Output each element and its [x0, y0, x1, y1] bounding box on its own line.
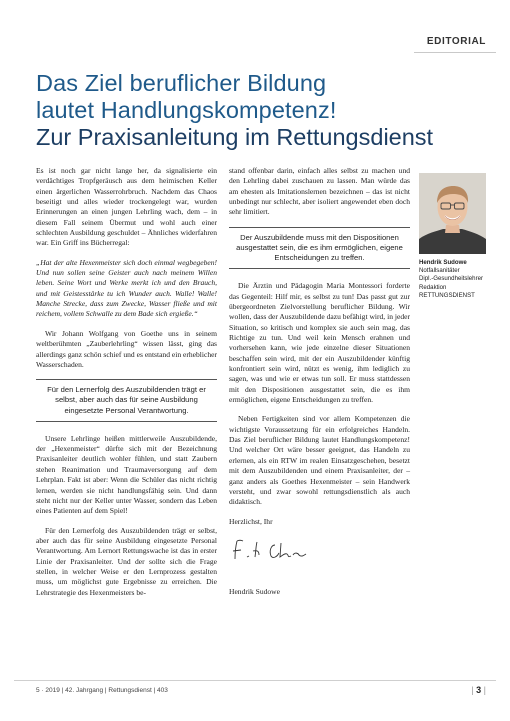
goethe-quote: „Hat der alte Hexenmeister sich doch einmal wegbegeben! Und nun sollen seine Geister auch nach meinem Willen leben. Seine Wort und Werke merkt ich und den Brauch, und mit Geistesstärke tu ich Wunder auch. Walle! Walle! Manche Strecke, dass zum Zwecke, Wasser fließe und mit reichem, vollem Schwalle zu dem Bade sich ergieße.“: [36, 257, 217, 319]
pull-quote: Der Auszubildende muss mit den Dispositionen ausgestattet sein, die es ihm ermöglichen, eigene Entscheidungen zu treffen.: [229, 227, 410, 270]
headline: [36, 70, 486, 151]
paragraph: Es ist noch gar nicht lange her, da signalisierte ein verdächtiges Tropfgeräusch aus dem heimischen Keller einen ärgerlichen Wasserrohrbruch. Nachdem das Chaos beseitigt und alles wieder trockengelegt war, wurden Erinnerungen an einen jungen Lehrling wach, dem – in diesem Fall seinem Übermut und wohl auch einer schlechten Ausbildung geschuldet – Ähnliches widerfahren war. Ein Griff ins Bücherregal:: [36, 166, 217, 248]
paragraph: Für den Lernerfolg des Auszubildenden trägt er selbst, aber auch das für seine Ausbildung eingesetzte Personal Verantwortung. Am Lernort Rettungswache ist das in erster Linie der Praxisanleiter. Und der sollte sich die Frage stellen, in welcher Weise er den Lernprozess gestalten muss, um möglichst gute Ergebnisse zu erreichen. Die Lehrstrategie des Hexenmeisters be-: [36, 525, 217, 597]
author-photo: [419, 173, 486, 254]
author-role: Redaktion: [419, 283, 447, 291]
author-caption: [419, 259, 504, 300]
column-right: [229, 166, 410, 606]
footer-divider: [14, 680, 496, 681]
headline-subtitle: Zur Praxisanleitung im Rettungsdienst: [36, 124, 434, 150]
paragraph: Neben Fertigkeiten sind vor allem Kompetenzen die wichtigste Voraussetzung für ein erfolgreiches Handeln. Das Ziel beruflicher Bildung lautet Handlungskompetenz! Und welcher Ort wäre besser geeignet, das Handeln zu erlernen, als ein RTW im realen Einsatzgeschehen, besetzt mit dem Auszubildenden und einem Praxisanleiter, der – ganz anders als Goethes Hexenmeister – sein Handwerk versteht, und zwar sowohl rettungsdienstlich als auch didaktisch.: [229, 414, 410, 507]
headline-line-2: lautet Handlungskompetenz!: [36, 97, 337, 123]
author-role: RETTUNGSDIENST: [419, 291, 475, 299]
paragraph: Unsere Lehrlinge heißen mittlerweile Auszubildende, der „Hexenmeister“ dürfte sich mit der Bezeichnung Praxisanleiter deutlich wohler fühlen, und statt Zaubern stehen Reanimation und Traumaversorgung auf dem Lehrplan. Fakt ist aber: Wenn die Schüler das nicht richtig lernen, werden sie nicht handlungsfähig sein. Und dann steht nicht nur der Keller unter Wasser, sondern das Leben eines Patienten auf dem Spiel!: [36, 433, 217, 516]
section-label: EDITORIAL: [426, 36, 486, 47]
headline-line-1: Das Ziel beruflicher Bildung: [36, 70, 327, 96]
page-number-box: | 3 |: [471, 685, 486, 695]
column-left: [36, 166, 217, 607]
paragraph: Wir Johann Wolfgang von Goethe uns in seinem weltberühmten „Zauberlehrling“ wissen lässt, ging das allerdings ganz schön schief und es entstand ein erheblicher Wasserschaden.: [36, 328, 217, 369]
signature-name: Hendrik Sudowe: [229, 586, 280, 596]
page-number: 3: [476, 685, 482, 695]
author-role: Notfallsanitäter: [419, 267, 460, 275]
handwritten-signature: [231, 537, 410, 565]
paragraph: Die Ärztin und Pädagogin Maria Montessori forderte das Gegenteil: Hilf mir, es selbst zu tun! Das passt gut zur übergeordneten Zielvorstellung beruflicher Bildung. Wir wollen, dass der Auszubildende dazu befähigt wird, in jeder Situation, so kritisch und komplex sie auch sein mag, das Richtige zu tun. Und weil kein Mensch erahnen und vorhersehen kann, wie jede einzelne dieser Situationen beschaffen sein wird, mit der ein Auszubildender künftig konfrontiert sein wird, nützt es wenig, ihm lediglich zu sagen, was und wie er etwas tun soll. Er muss stattdessen mit den Dispositionen ausgestattet sein, die es ihm ermöglichen, eigene Entscheidungen zu treffen.: [229, 281, 410, 405]
closing-greeting: Herzlichst, Ihr: [229, 516, 273, 526]
paragraph: stand offenbar darin, einfach alles selbst zu machen und den Lehrling dabei zuschauen zu lassen. Man würde das am ehesten als Imitationslernen bezeichnen – das ist nicht unbedingt nur schlecht, aber isoliert angewendet eben doch sehr limitiert.: [229, 166, 410, 217]
author-name: Hendrik Sudowe: [419, 259, 467, 266]
section-divider: [414, 52, 496, 53]
author-role: Dipl.-Gesundheitslehrer: [419, 275, 484, 283]
issue-info: 5 · 2019 | 42. Jahrgang | Rettungsdienst | 403: [36, 687, 168, 694]
pull-quote: Für den Lernerfolg des Auszubildenden trägt er selbst, aber auch das für seine Ausbildung eingesetzte Personal Verantwortung.: [36, 379, 217, 422]
